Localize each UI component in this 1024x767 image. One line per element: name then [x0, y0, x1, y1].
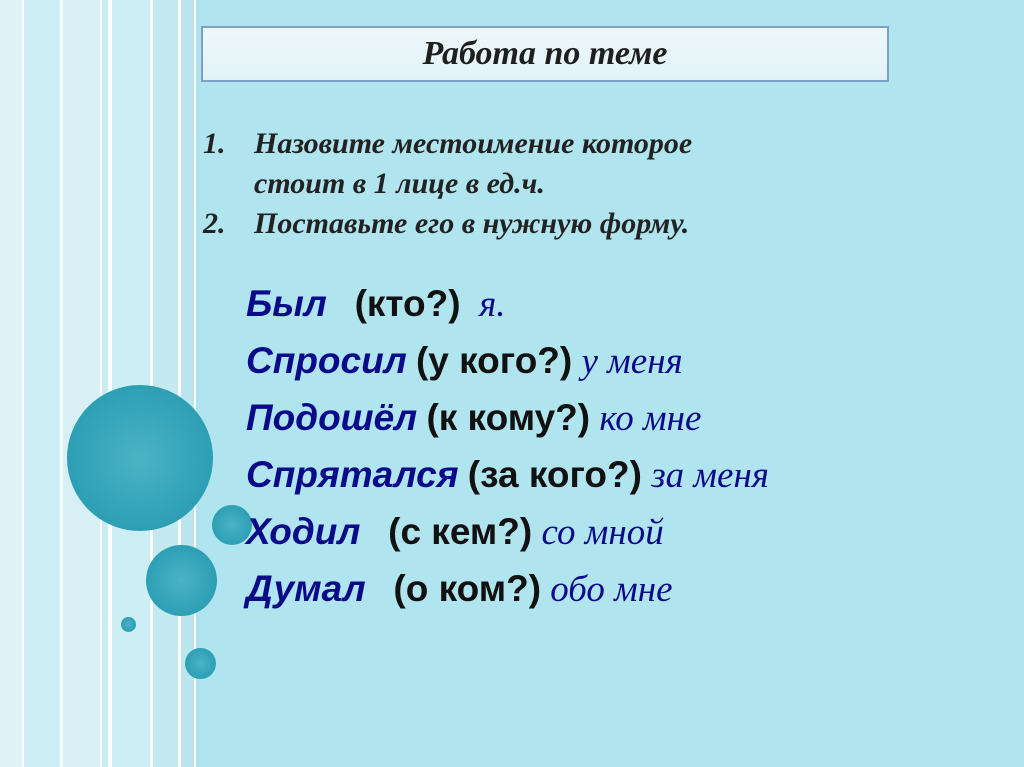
medium-circle-decoration: [146, 545, 217, 616]
large-circle-decoration: [67, 385, 213, 531]
task-item: [200, 124, 900, 204]
example-question: (у кого?): [415, 340, 573, 381]
example-question: (за кого?): [467, 454, 642, 495]
task-list: [200, 124, 900, 244]
example-line: [246, 503, 946, 560]
example-verb: Подошёл: [246, 397, 418, 438]
example-answer: ко мне: [599, 398, 702, 439]
left-stripe-decoration: [0, 0, 200, 767]
tiny-circle-decoration: [121, 617, 136, 632]
slide-title: Работа по теме: [422, 35, 668, 72]
task-text-line: стоит в 1 лице в ед.ч.: [254, 167, 545, 200]
example-answer: за меня: [651, 455, 769, 496]
example-verb: Ходил: [246, 511, 361, 552]
example-answer: обо мне: [550, 569, 673, 610]
example-verb: Спросил: [246, 340, 407, 381]
example-verb: Был: [246, 283, 327, 324]
task-text-line: Поставьте его в нужную форму.: [254, 207, 690, 240]
title-box: [201, 26, 889, 82]
task-item: [200, 204, 900, 244]
example-line: [246, 389, 946, 446]
small-circle-decoration-2: [185, 648, 216, 679]
example-verb: Спрятался: [246, 454, 459, 495]
task-number: 1.: [203, 127, 226, 160]
example-answer: со мной: [541, 512, 664, 553]
task-text-line: Назовите местоимение которое: [254, 127, 693, 160]
example-line: [246, 275, 946, 332]
example-question: (к кому?): [426, 397, 591, 438]
example-question: (с кем?): [388, 511, 533, 552]
example-verb: Думал: [246, 568, 366, 609]
example-line: [246, 560, 946, 617]
example-line: [246, 446, 946, 503]
example-question: (кто?): [354, 283, 461, 324]
example-answer: я.: [479, 284, 506, 325]
examples-list: [246, 275, 946, 617]
example-question: (о ком?): [393, 568, 542, 609]
task-number: 2.: [203, 207, 226, 240]
example-line: [246, 332, 946, 389]
example-answer: у меня: [581, 341, 683, 382]
